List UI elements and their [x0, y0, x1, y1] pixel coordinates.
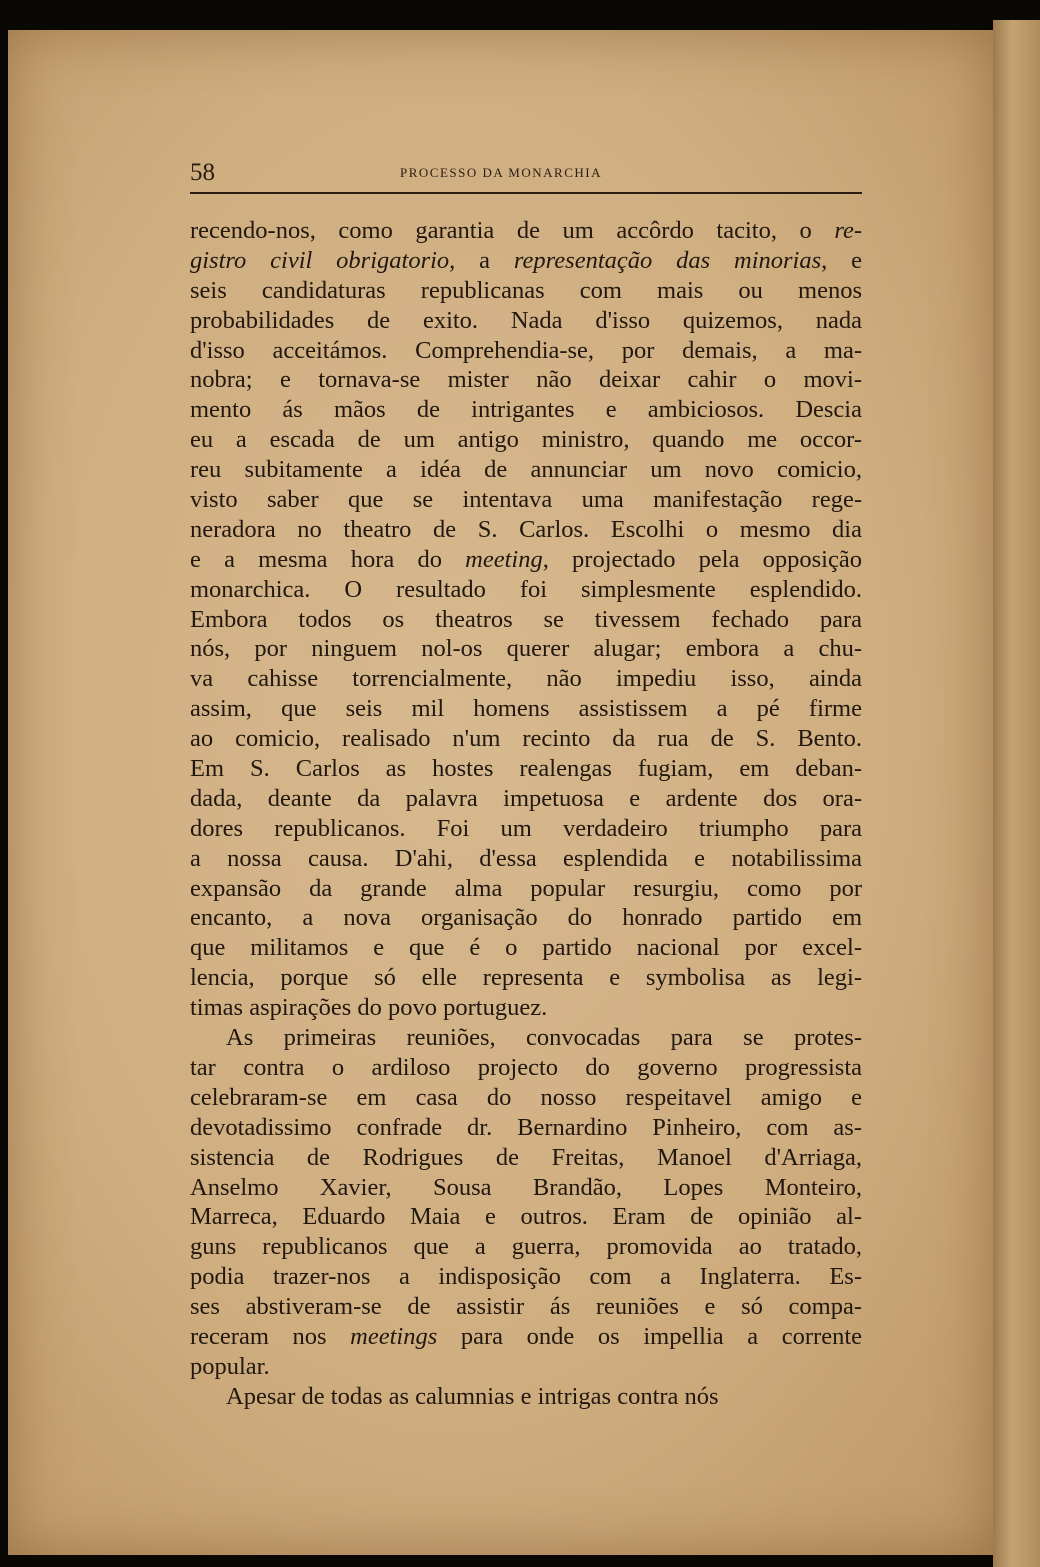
text-line: dada, deante da palavra impetuosa e ardente dos ora- [190, 784, 862, 812]
text-line: probabilidades de exito. Nada d'isso quizemos, nada [190, 306, 862, 334]
text-line: eu a escada de um antigo ministro, quando me occor- [190, 426, 862, 454]
text-line: d'isso acceitámos. Comprehendia-se, por demais, a ma- [190, 336, 862, 364]
text-line: guns republicanos que a guerra, promovida ao tratado, [190, 1233, 862, 1261]
text-line: ses abstiveram-se de assistir ás reuniões e só compa- [190, 1293, 862, 1321]
text-line: monarchica. O resultado foi simplesmente esplendido. [190, 575, 862, 603]
text-line: Marreca, Eduardo Maia e outros. Eram de opinião al- [190, 1203, 862, 1231]
text-line: visto saber que se intentava uma manifestação rege- [190, 486, 862, 514]
text-line: Anselmo Xavier, Sousa Brandão, Lopes Monteiro, [190, 1173, 862, 1201]
text-line: receram nos meetings para onde os impellia a corrente [190, 1322, 862, 1350]
text-line: ao comicio, realisado n'um recinto da rua de S. Bento. [190, 725, 862, 753]
text-line: gistro civil obrigatorio, a representação das minorias, e [190, 246, 863, 274]
page-number: 58 [190, 159, 215, 186]
text-line: seis candidaturas republicanas com mais ou menos [190, 276, 862, 304]
text-line: Apesar de todas as calumnias e intrigas contra nós [226, 1382, 719, 1410]
text-line: que militamos e que é o partido nacional por excel- [190, 934, 862, 962]
text-line: assim, que seis mil homens assistissem a pé firme [190, 695, 862, 723]
text-line: podia trazer-nos a indisposição com a Inglaterra. Es- [190, 1263, 862, 1291]
text-line: sistencia de Rodrigues de Freitas, Manoel d'Arriaga, [190, 1143, 862, 1171]
header-rule [190, 192, 862, 194]
text-line: timas aspirações do povo portuguez. [190, 994, 548, 1022]
text-line: a nossa causa. D'ahi, d'essa esplendida e notabilissima [190, 844, 862, 872]
text-line: nós, por ninguem nol-os querer alugar; embora a chu- [190, 635, 862, 663]
text-line: neradora no theatro de S. Carlos. Escolhi o mesmo dia [190, 515, 862, 543]
text-line: recendo-nos, como garantia de um accôrdo tacito, o re- [190, 217, 862, 244]
text-line: nobra; e tornava-se mister não deixar cahir o movi- [190, 366, 862, 394]
adjacent-page-edge [993, 20, 1040, 1567]
text-line: devotadissimo confrade dr. Bernardino Pinheiro, com as- [190, 1113, 862, 1141]
page-header [190, 157, 862, 187]
text-line: popular. [190, 1352, 270, 1380]
text-line: dores republicanos. Foi um verdadeiro triumpho para [190, 814, 862, 842]
text-line: As primeiras reuniões, convocadas para se protes- [226, 1024, 862, 1052]
text-line: lencia, porque só elle representa e symbolisa as legi- [190, 964, 862, 992]
text-line: e a mesma hora do meeting, projectado pela opposição [190, 545, 862, 573]
text-line: celebraram-se em casa do nosso respeitavel amigo e [190, 1083, 862, 1111]
text-line: Em S. Carlos as hostes realengas fugiam, em deban- [190, 755, 862, 783]
text-line: expansão da grande alma popular resurgiu, como por [190, 874, 862, 902]
text-line: Embora todos os theatros se tivessem fechado para [190, 605, 862, 633]
running-head: PROCESSO DA MONARCHIA [400, 165, 602, 180]
text-line: tar contra o ardiloso projecto do governo progressista [190, 1053, 862, 1081]
body-text [190, 216, 862, 1412]
text-line: reu subitamente a idéa de annunciar um novo comicio, [190, 456, 862, 484]
text-line: mento ás mãos de intrigantes e ambiciosos. Descia [190, 396, 862, 424]
text-line: encanto, a nova organisação do honrado partido em [190, 904, 862, 932]
text-line: va cahisse torrencialmente, não impediu isso, ainda [190, 665, 862, 693]
